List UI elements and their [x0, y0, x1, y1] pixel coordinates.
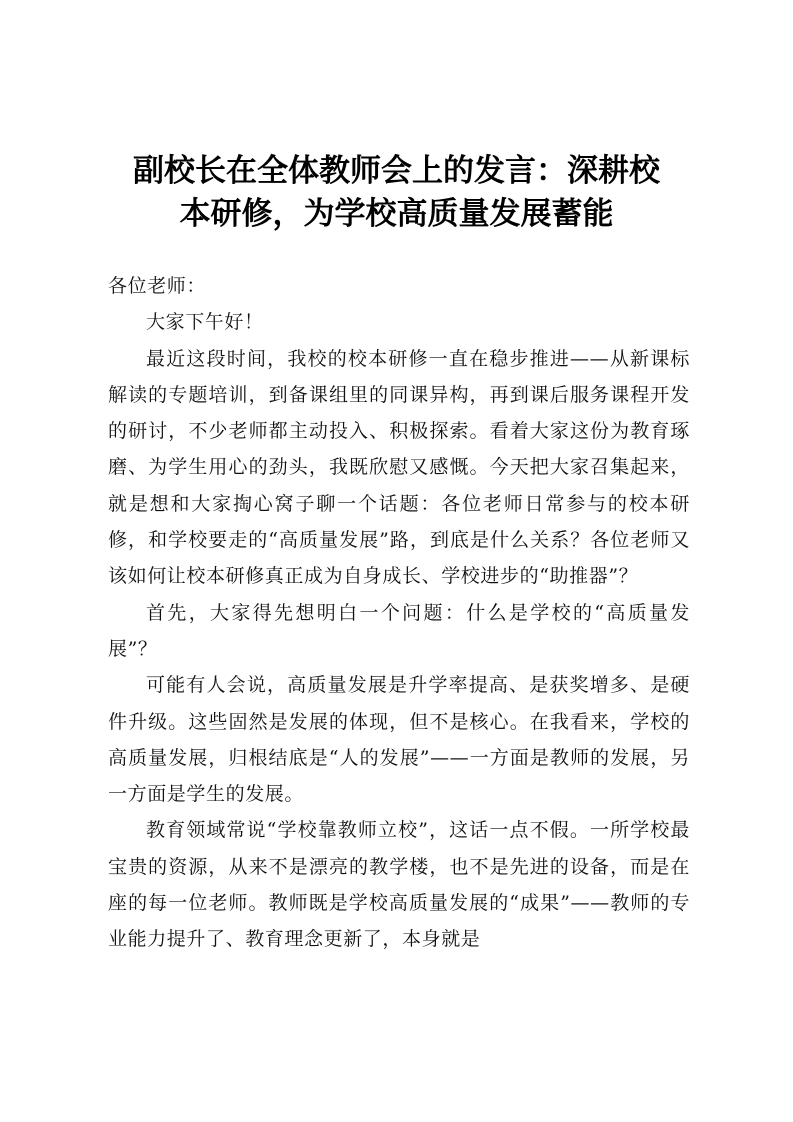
- paragraph: 最近这段时间，我校的校本研修一直在稳步推进——从新课标解读的专题培训，到备课组里的同课异构，再到课后服务课程开发的研讨，不少老师都主动投入、积极探索。看着大家这份为教育琢磨、为学生用心的劲头，我既欣慰又感慨。今天把大家召集起来，就是想和大家掏心窝子聊一个话题：各位老师日常参与的校本研修，和学校要走的“高质量发展”路，到底是什么关系？各位老师又该如何让校本研修真正成为自身成长、学校进步的“助推器”？: [108, 347, 690, 588]
- paragraph-greeting: 大家下午好！: [146, 311, 264, 334]
- document-body: [108, 268, 690, 958]
- title-line-2: 本研修，为学校高质量发展蓄能: [179, 196, 614, 232]
- document-title: [90, 150, 703, 236]
- title-line-1: 副校长在全体教师会上的发言：深耕校: [133, 153, 660, 189]
- salutation: 各位老师：: [108, 275, 207, 297]
- paragraph: 首先，大家得先想明白一个问题：什么是学校的“高质量发展”？: [108, 601, 690, 660]
- paragraph: 教育领域常说“学校靠教师立校”，这话一点不假。一所学校最宝贵的资源，从来不是漂亮的教学楼，也不是先进的设备，而是在座的每一位老师。教师既是学校高质量发展的“成果”——教师的专业能力提升了、教育理念更新了，本身就是: [108, 819, 690, 951]
- paragraph: 可能有人会说，高质量发展是升学率提高、是获奖增多、是硬件升级。这些固然是发展的体现，但不是核心。在我看来，学校的高质量发展，归根结底是“人的发展”——一方面是教师的发展，另一方面是学生的发展。: [108, 674, 690, 806]
